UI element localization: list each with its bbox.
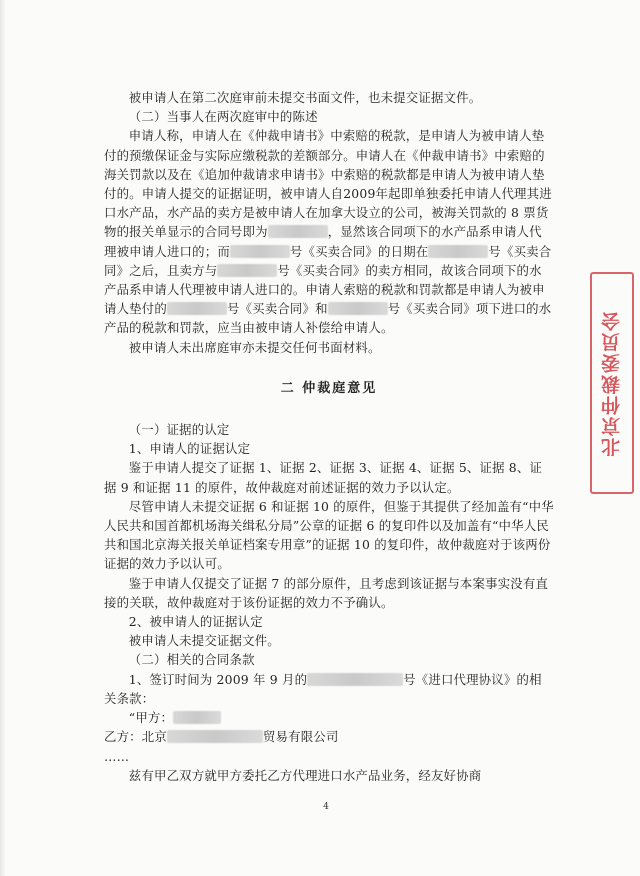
subsection-heading-respondent-evidence: 2、被申请人的证据认定 [128,614,263,630]
section-heading-contract-terms: （二）相关的合同条款 [128,652,255,668]
paragraph-evidence-copies: 尽管申请人未提交证据 6 和证据 10 的原件，但鉴于其提供了经加盖有“中华人民共和国首都机场海关缉私分局”公章的证据 6 的复印件以及加盖有“中华人民共和国北京海关报关单证档案专用章”的证据 10 的复印件，故仲裁庭对于该两份证据的效力予以认可。 [104,498,554,572]
paragraph-evidence-originals: 鉴于申请人提交了证据 1、证据 2、证据 3、证据 4、证据 5、证据 8、证据 9 和证据 11 的原件，故仲裁庭对前述证据的效力予以认定。 [104,460,543,495]
paragraph-agreement-preamble: 兹有甲乙双方就甲方委托乙方代理进口水产品业务，经友好协商 [128,767,482,783]
redacted-party-b-name [167,730,263,743]
paragraph-respondent-absent: 被申请人未出席庭审亦未提交任何书面材料。 [128,339,381,355]
statement-text-d: 号《买卖合同》之后，且卖方与 [104,243,552,278]
paragraph-evidence-partial: 鉴于申请人仅提交了证据 7 的部分原件，且考虑到该证据与本案事实没有直接的关联，故仲裁庭对于该份证据的效力不予确认。 [104,575,549,610]
chapter-heading-tribunal-opinion: 二 仲裁庭意见 [280,380,378,396]
statement-text-g: 号《买卖合同》项下进口的水产品的税款和罚款，应当由被申请人补偿给申请人。 [104,301,552,336]
quote-ellipsis: …… [104,748,130,764]
document-body [104,88,554,785]
quote-party-a [104,708,554,727]
redacted-contract-number [167,302,227,315]
commission-seal-stamp [590,272,634,494]
redacted-party-a-name [173,711,221,724]
subsection-heading-claimant-evidence: 1、申请人的证据认定 [128,441,251,457]
redacted-contract-number [268,225,328,238]
redacted-agreement-number [307,673,403,686]
redacted-contract-number [328,302,388,315]
party-a-label: “甲方： [128,710,174,726]
redacted-contract-number [230,245,290,258]
statement-text-a: 申请人称，申请人在《仲裁申请书》中索赔的税款，是申请人为被申请人垫付的预缴保证金与实际应缴税款的差额部分。申请人在《仲裁申请书》中索赔的海关罚款以及在《追加仲裁请求申请书》中索赔的税款都是申请人为被申请人垫付的。申请人提交的证据证明，被申请人自2009年起即单独委托申请人代理其进口水产品，水产品的卖方是被申请人在加拿大设立的公司，被海关罚款的 8 票货物的报关单显示的合同号即为 [104,128,552,240]
paragraph-agency-agreement [104,670,554,708]
party-b-suffix: 贸易有限公司 [262,729,339,745]
agreement-text-a: 1、签订时间为 2009 年 9 月的 [128,671,308,687]
paragraph-claimant-statement [104,126,554,337]
redacted-contract-number [428,245,488,258]
scan-edge-shadow [0,0,6,876]
stamp-text: 北京仲裁委员会 [600,309,623,457]
redacted-contract-number [217,264,277,277]
section-heading-evidence: （一）证据的认定 [128,422,230,438]
paragraph-respondent-no-docs: 被申请人在第二次庭审前未提交书面文件，也未提交证据文件。 [128,90,482,105]
paragraph-respondent-no-evidence: 被申请人未提交证据文件。 [128,633,280,649]
statement-text-b: ，显然该合同项下的水产品系申请人代理被申请人进口的；而 [104,224,542,259]
quote-party-b [104,727,554,746]
statement-text-e: 号《买卖合同》的卖方相同，故该合同项下的水产品系申请人代理被申请人进口的。申请人索赔的税款和罚款都是申请人为被申请人垫付的 [104,262,545,317]
page-number: 4 [323,802,329,812]
statement-text-c: 号《买卖合同》的日期在 [289,243,429,259]
statement-text-f: 号《买卖合同》和 [226,301,328,317]
agreement-text-b: 号《进口代理协议》的相关条款： [104,671,542,706]
section-heading-statements: （二）当事人在两次庭审中的陈述 [128,109,318,125]
party-b-label: 乙方：北京 [104,729,167,745]
